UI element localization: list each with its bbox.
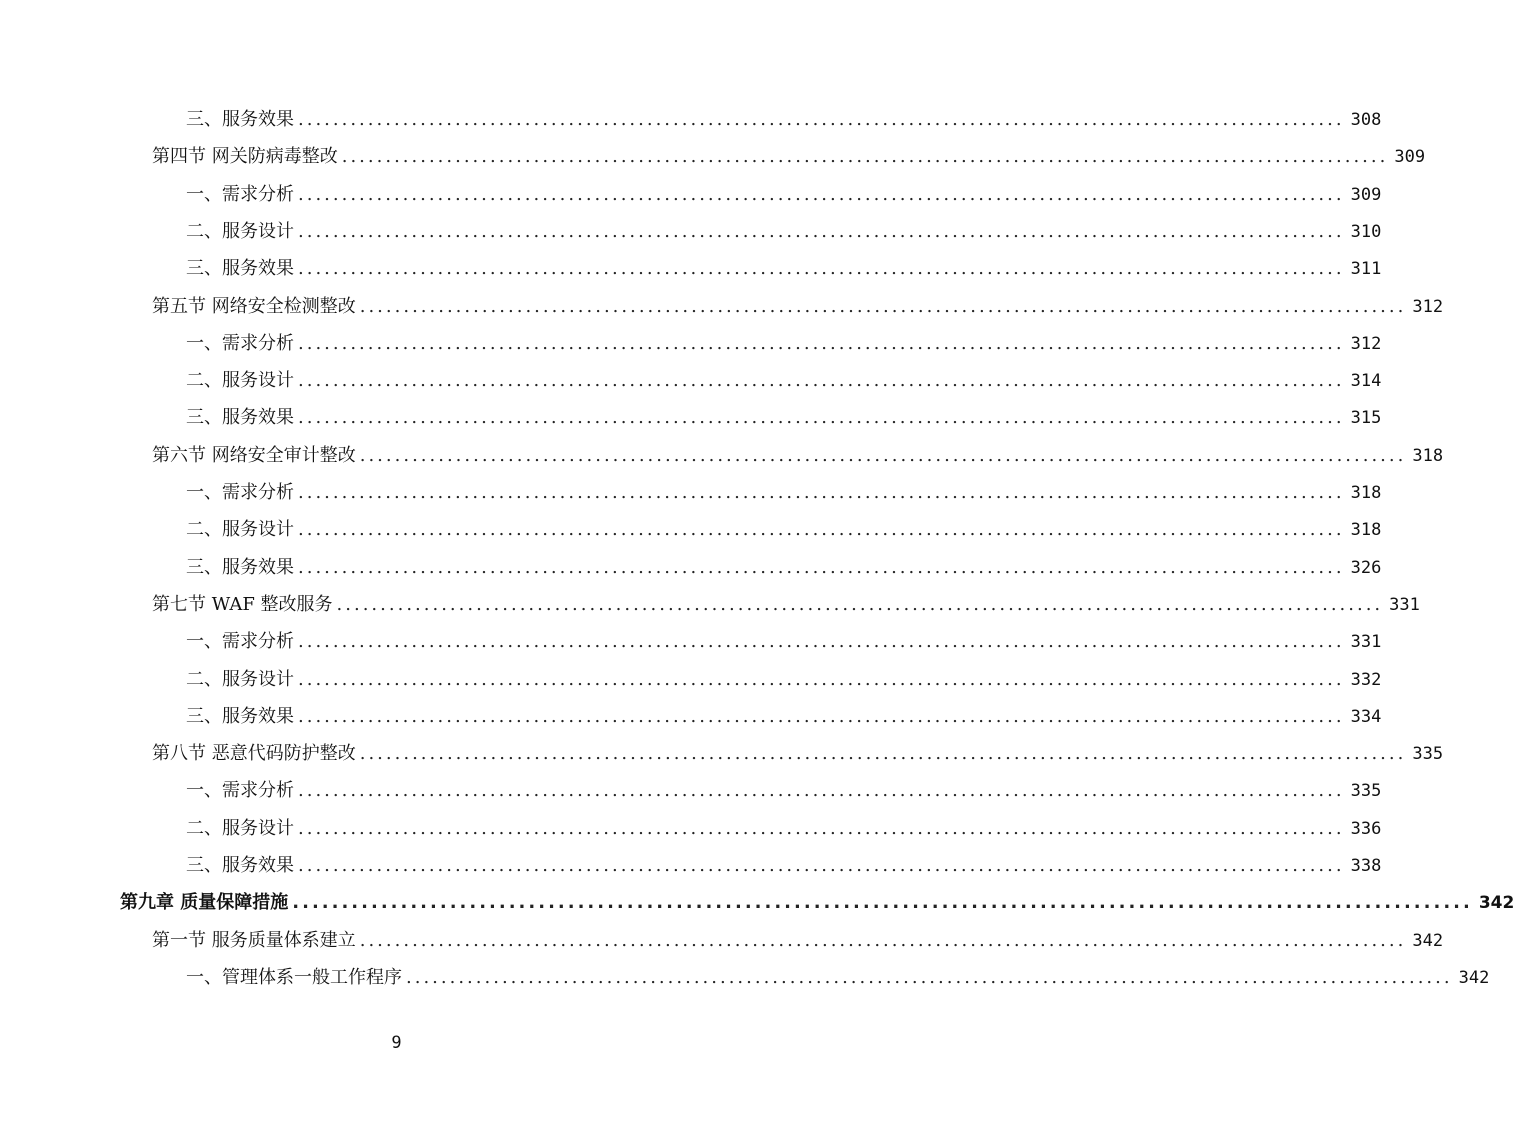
dot-leader: ........................................................................................................................ xyxy=(298,780,1345,802)
toc-entry-item[interactable] xyxy=(186,666,1382,694)
dot-leader: ........................................................................................................................ xyxy=(298,332,1345,354)
toc-entry-title: 第八节 恶意代码防护整改 xyxy=(152,743,356,765)
toc-entry-title: 二、服务设计 xyxy=(186,519,294,541)
dot-leader: ........................................................................................................................ xyxy=(298,407,1345,429)
toc-entry-title: 三、服务效果 xyxy=(186,407,294,429)
toc-entry-title: 一、需求分析 xyxy=(186,482,294,503)
toc-entry-title: 第一节 服务质量体系建立 xyxy=(152,929,356,951)
toc-entry-item[interactable] xyxy=(186,479,1382,507)
toc-entry-page: 334 xyxy=(1350,706,1382,727)
toc-entry-title: 三、服务效果 xyxy=(186,109,294,130)
toc-entry-section[interactable] xyxy=(152,293,1444,321)
toc-entry-title: 一、管理体系一般工作程序 xyxy=(186,966,402,988)
dot-leader: ........................................................................................................................ xyxy=(298,183,1345,205)
toc-entry-item[interactable] xyxy=(186,330,1382,358)
toc-entry-section[interactable] xyxy=(152,143,1426,171)
toc-entry-title: 二、服务设计 xyxy=(186,817,294,839)
toc-entry-page: 342 xyxy=(1412,930,1444,951)
toc-entry-item[interactable] xyxy=(186,852,1382,880)
toc-entry-page: 335 xyxy=(1412,744,1444,765)
toc-entry-page: 312 xyxy=(1350,333,1382,354)
toc-entry-page: 335 xyxy=(1350,781,1382,802)
toc-entry-page: 318 xyxy=(1350,483,1382,503)
toc-entry-item[interactable] xyxy=(186,554,1382,582)
dot-leader: ........................................................................................................................ xyxy=(359,295,1407,317)
toc-entry-title: 二、服务设计 xyxy=(186,668,294,690)
toc-entry-page: 318 xyxy=(1412,445,1444,466)
dot-leader: ........................................................................................................................ xyxy=(298,220,1345,242)
toc-entry-item[interactable] xyxy=(186,218,1382,246)
toc-entry-page: 331 xyxy=(1389,594,1420,615)
toc-entry-title: 三、服务效果 xyxy=(186,258,294,280)
toc-entry-page: 309 xyxy=(1394,147,1426,168)
dot-leader: ........................................................................................................................ xyxy=(298,556,1345,578)
dot-leader: ........................................................................................................................ xyxy=(336,593,1384,615)
toc-entry-item[interactable] xyxy=(186,628,1382,656)
dot-leader: ........................................................................................................................ xyxy=(292,892,1473,914)
dot-leader: ........................................................................................................................ xyxy=(298,258,1345,280)
toc-entry-page: 309 xyxy=(1350,184,1382,205)
toc-entry-item[interactable] xyxy=(186,516,1382,544)
toc-entry-page: 318 xyxy=(1350,520,1382,541)
dot-leader: ........................................................................................................................ xyxy=(359,929,1407,951)
toc-entry-item[interactable] xyxy=(186,964,1490,992)
toc-entry-title: 三、服务效果 xyxy=(186,556,294,578)
toc-entry-item[interactable] xyxy=(186,815,1382,843)
toc-entry-section[interactable] xyxy=(152,927,1444,955)
toc-entry-title: 第九章 质量保障措施 xyxy=(120,892,289,914)
toc-entry-page: 310 xyxy=(1350,221,1382,242)
dot-leader: ........................................................................................................................ xyxy=(359,743,1407,765)
toc-entry-section[interactable] xyxy=(152,740,1444,768)
toc-entry-item[interactable] xyxy=(186,106,1382,134)
page-number: 9 xyxy=(391,1033,402,1053)
dot-leader: ........................................................................................................................ xyxy=(341,146,1389,168)
toc-entry-item[interactable] xyxy=(186,255,1382,283)
toc-entry-item[interactable] xyxy=(186,404,1382,432)
dot-leader: ........................................................................................................................ xyxy=(298,109,1345,130)
dot-leader: ........................................................................................................................ xyxy=(298,631,1345,653)
toc-entry-title: 一、需求分析 xyxy=(186,780,294,802)
toc-entry-title: 一、需求分析 xyxy=(186,332,294,354)
toc-entry-title: 三、服务效果 xyxy=(186,705,294,727)
dot-leader: ........................................................................................................................ xyxy=(298,519,1345,541)
toc-entry-page: 342 xyxy=(1458,967,1490,988)
dot-leader: ........................................................................................................................ xyxy=(298,705,1345,727)
dot-leader: ........................................................................................................................ xyxy=(298,855,1345,876)
dot-leader: ........................................................................................................................ xyxy=(359,444,1407,466)
toc-entry-page: 331 xyxy=(1350,632,1382,653)
toc-entry-page: 315 xyxy=(1350,408,1382,429)
toc-entry-title: 一、需求分析 xyxy=(186,183,294,205)
toc-entry-title: 二、服务设计 xyxy=(186,220,294,242)
toc-entry-section[interactable] xyxy=(152,442,1444,470)
toc-entry-page: 308 xyxy=(1350,110,1382,130)
toc-entry-title: 第五节 网络安全检测整改 xyxy=(152,295,356,317)
toc-entry-title: 一、需求分析 xyxy=(186,631,294,653)
toc-entry-title: 三、服务效果 xyxy=(186,855,294,876)
toc-entry-title: 二、服务设计 xyxy=(186,370,294,392)
toc-entry-title: 第六节 网络安全审计整改 xyxy=(152,444,356,466)
toc-entry-page: 314 xyxy=(1350,371,1382,392)
toc-entry-page: 332 xyxy=(1350,669,1382,690)
toc-entry-chapter[interactable] xyxy=(120,889,1514,917)
dot-leader: ........................................................................................................................ xyxy=(298,482,1345,503)
toc-entry-page: 338 xyxy=(1350,856,1382,876)
toc-entry-page: 326 xyxy=(1350,557,1382,578)
dot-leader: ........................................................................................................................ xyxy=(406,966,1453,988)
toc-entry-item[interactable] xyxy=(186,703,1382,731)
toc-entry-page: 312 xyxy=(1412,296,1444,317)
dot-leader: ........................................................................................................................ xyxy=(298,817,1345,839)
toc-entry-item[interactable] xyxy=(186,181,1382,209)
toc-entry-page: 336 xyxy=(1350,818,1382,839)
dot-leader: ........................................................................................................................ xyxy=(298,668,1345,690)
toc-entry-item[interactable] xyxy=(186,777,1382,805)
toc-entry-section[interactable] xyxy=(152,591,1420,619)
toc-entry-title: 第七节 WAF 整改服务 xyxy=(152,593,333,615)
toc-entry-title: 第四节 网关防病毒整改 xyxy=(152,146,338,168)
toc-entry-page: 311 xyxy=(1350,259,1382,280)
toc-entry-page: 342 xyxy=(1478,893,1514,914)
toc-entry-item[interactable] xyxy=(186,367,1382,395)
dot-leader: ........................................................................................................................ xyxy=(298,370,1345,392)
